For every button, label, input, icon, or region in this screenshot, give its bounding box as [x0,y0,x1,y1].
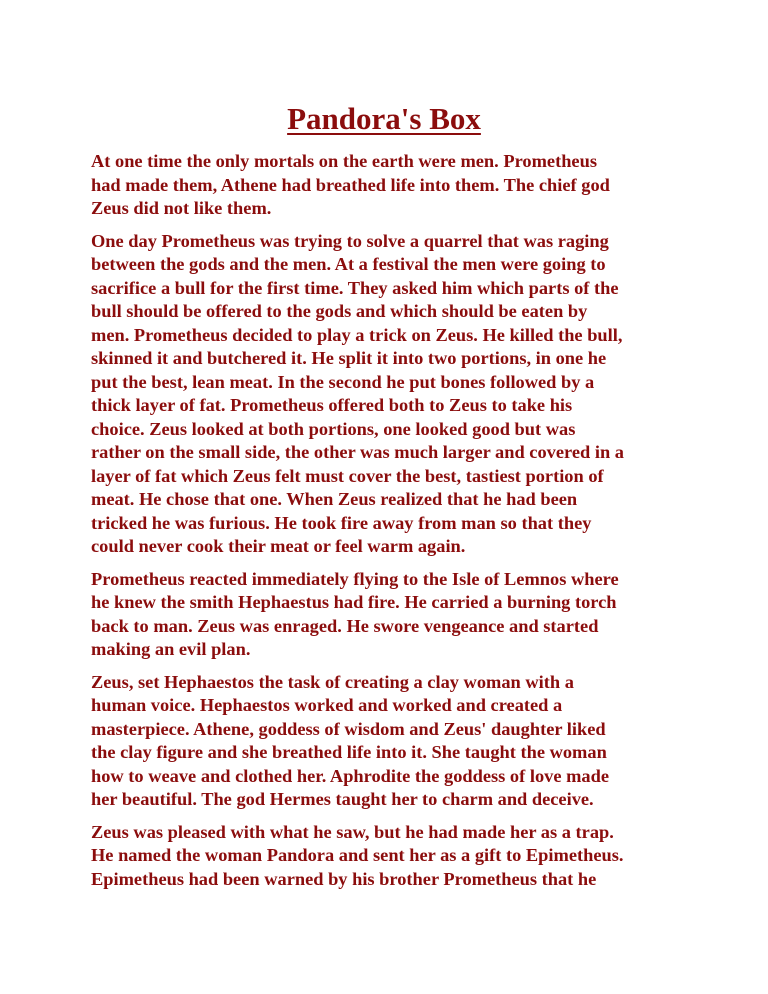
document-body [91,150,683,900]
paragraph-bull-trick: One day Prometheus was trying to solve a quarrel that was raging between the gods and the men. At a festival the men were going to sacrifice a bull for the first time. They asked him which parts of the bull should be offered to the gods and which should be eaten by men. Prometheus decided to play a trick on Zeus. He killed the bull, skinned it and butchered it. He split it into two portions, in one he put the best, lean meat. In the second he put bones followed by a thick layer of fat. Prometheus offered both to Zeus to take his choice. Zeus looked at both portions, one looked good but was rather on the small side, the other was much larger and covered in a layer of fat which Zeus felt must cover the best, tastiest portion of meat. He chose that one. When Zeus realized that he had been tricked he was furious. He took fire away from man so that they could never cook their meat or feel warm again. [91,230,624,556]
paragraph-fire: Prometheus reacted immediately flying to the Isle of Lemnos where he knew the smith Hephaestus had fire. He carried a burning torch back to man. Zeus was enraged. He swore vengeance and started making an evil plan. [91,568,619,659]
paragraph-clay-woman: Zeus, set Hephaestos the task of creating a clay woman with a human voice. Hephaestos worked and worked and created a masterpiece. Athene, goddess of wisdom and Zeus' daughter liked the clay figure and she breathed life into it. She taught the woman how to weave and clothed her. Aphrodite the goddess of love made her beautiful. The god Hermes taught her to charm and deceive. [91,671,610,809]
paragraph-intro: At one time the only mortals on the earth were men. Prometheus had made them, Athene had breathed life into them. The chief god Zeus did not like them. [91,151,610,218]
page-title: Pandora's Box [287,101,481,136]
paragraph-pandora-gift: Zeus was pleased with what he saw, but he had made her as a trap. He named the woman Pandora and sent her as a gift to Epimetheus. Epimetheus had been warned by his brother Prometheus that he [91,821,624,889]
